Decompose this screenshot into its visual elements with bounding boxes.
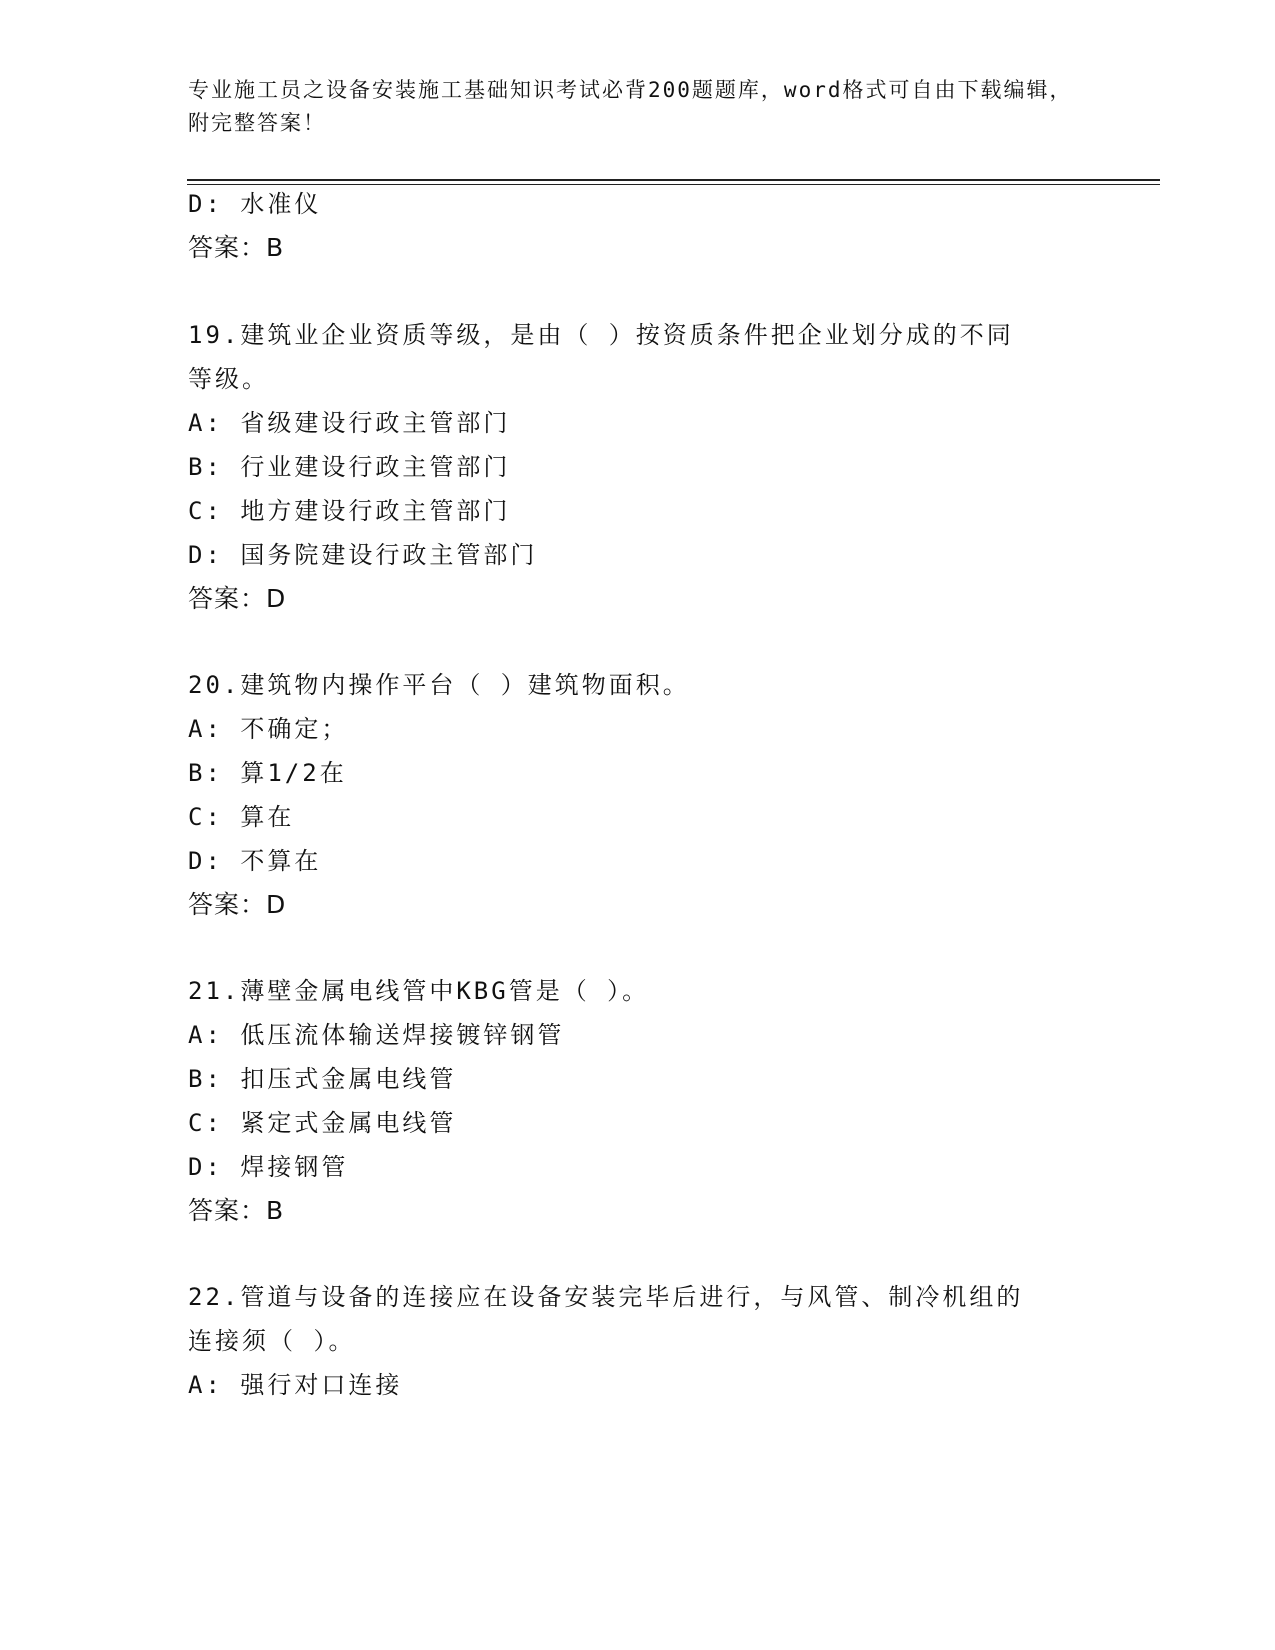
header-divider-thin: [187, 184, 1160, 185]
q20-option-b: B: 算1/2在: [188, 759, 347, 787]
q20-option-d: D: 不算在: [188, 847, 322, 875]
page-header: 专业施工员之设备安装施工基础知识考试必背200题题库，word格式可自由下载编辑，附完整答案！: [188, 78, 1073, 135]
q20-option-a: A: 不确定；: [188, 715, 349, 743]
q19-answer: 答案：D: [188, 584, 287, 613]
q22-stem-line2: 连接须（ ）。: [188, 1327, 356, 1355]
q22-option-a: A: 强行对口连接: [188, 1371, 403, 1399]
q22-stem-line1: 22.管道与设备的连接应在设备安装完毕后进行，与风管、制冷机组的: [188, 1283, 1024, 1311]
q20-answer: 答案：D: [188, 890, 287, 919]
q21-option-a: A: 低压流体输送焊接镀锌钢管: [188, 1021, 565, 1049]
q19-option-d: D: 国务院建设行政主管部门: [188, 541, 538, 569]
q21-option-b: B: 扣压式金属电线管: [188, 1065, 457, 1093]
header-divider-thick: [187, 179, 1160, 181]
q19-option-a: A: 省级建设行政主管部门: [188, 409, 511, 437]
q20-option-c: C: 算在: [188, 803, 295, 831]
prev-answer: 答案：B: [188, 233, 285, 262]
prev-option-d: D: 水准仪: [188, 190, 322, 218]
q19-option-c: C: 地方建设行政主管部门: [188, 497, 511, 525]
q20-stem-line1: 20.建筑物内操作平台（ ）建筑物面积。: [188, 671, 690, 699]
q21-option-c: C: 紧定式金属电线管: [188, 1109, 457, 1137]
q21-answer: 答案：B: [188, 1196, 285, 1225]
q21-stem-line1: 21.薄壁金属电线管中KBG管是（ ）。: [188, 977, 650, 1005]
q19-stem-line1: 19.建筑业企业资质等级，是由（ ）按资质条件把企业划分成的不同: [188, 321, 1014, 349]
q19-stem-line2: 等级。: [188, 365, 269, 393]
q21-option-d: D: 焊接钢管: [188, 1153, 349, 1181]
q19-option-b: B: 行业建设行政主管部门: [188, 453, 511, 481]
